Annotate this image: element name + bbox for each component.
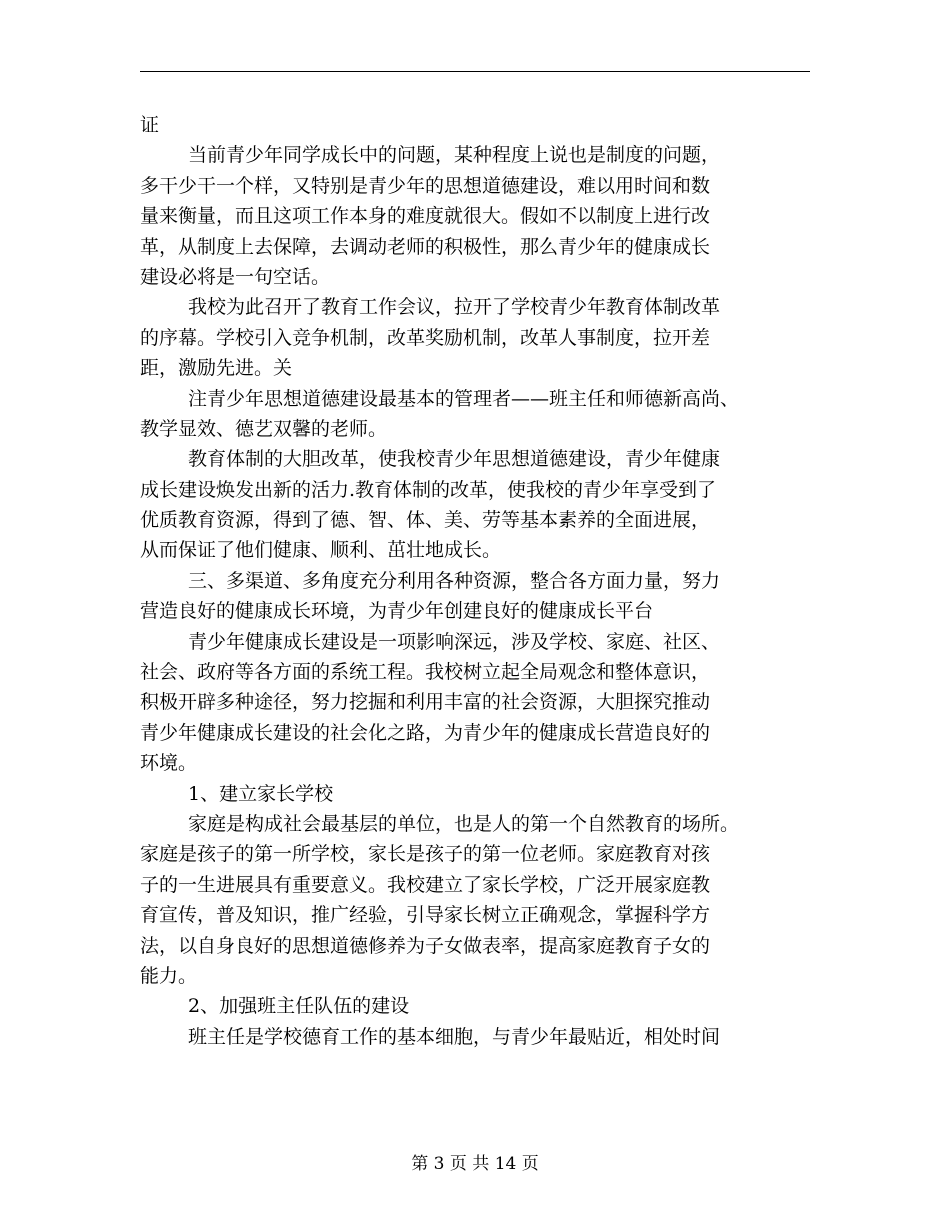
text-line: 青少年健康成长建设的社会化之路，为青少年的健康成长营造良好的 <box>140 721 711 744</box>
text-line: 法，以自身良好的思想道德修养为子女做表率，提高家庭教育子女的 <box>140 934 711 957</box>
text-line: 的序幕。学校引入竞争机制，改革奖励机制，改革人事制度，拉开差 <box>140 326 711 349</box>
text-line: 家庭是孩子的第一所学校，家长是孩子的第一位老师。家庭教育对孩 <box>140 843 711 866</box>
text-line: 1、建立家长学校 <box>188 782 334 805</box>
text-line: 积极开辟多种途径，努力挖掘和利用丰富的社会资源，大胆探究推动 <box>140 691 711 714</box>
text-line: 建设必将是一句空话。 <box>140 265 331 288</box>
text-line: 当前青少年同学成长中的问题，某种程度上说也是制度的问题， <box>188 144 721 167</box>
text-line: 班主任是学校德育工作的基本细胞，与青少年最贴近，相处时间 <box>188 1025 721 1048</box>
text-line: 我校为此召开了教育工作会议，拉开了学校青少年教育体制改革 <box>188 296 721 319</box>
text-line: 量来衡量，而且这项工作本身的难度就很大。假如不以制度上进行改 <box>140 205 711 228</box>
text-line: 教学显效、德艺双馨的老师。 <box>140 417 388 440</box>
text-line: 育宣传，普及知识，推广经验，引导家长树立正确观念，掌握科学方 <box>140 904 711 927</box>
text-line: 2、加强班主任队伍的建设 <box>188 995 410 1018</box>
text-line: 教育体制的大胆改革，使我校青少年思想道德建设，青少年健康 <box>188 448 721 471</box>
text-line: 证 <box>140 114 160 136</box>
body-text <box>140 110 820 1052</box>
text-line: 距，激励先进。关 <box>140 357 293 380</box>
text-line: 从而保证了他们健康、顺利、茁壮地成长。 <box>140 539 502 562</box>
page-number-footer: 第 3 页 共 14 页 <box>411 1154 539 1174</box>
text-line: 家庭是构成社会最基层的单位，也是人的第一个自然教育的场所。 <box>188 812 740 835</box>
text-line: 青少年健康成长建设是一项影响深远，涉及学校、家庭、社区、 <box>188 630 721 653</box>
text-line: 子的一生进展具有重要意义。我校建立了家长学校，广泛开展家庭教 <box>140 873 711 896</box>
text-line: 成长建设焕发出新的活力.教育体制的改革，使我校的青少年享受到了 <box>140 478 717 501</box>
text-line: 营造良好的健康成长环境，为青少年创建良好的健康成长平台 <box>140 600 654 623</box>
text-line: 优质教育资源，得到了德、智、体、美、劳等基本素养的全面进展， <box>140 509 711 532</box>
header-rule <box>140 71 810 72</box>
text-line: 社会、政府等各方面的系统工程。我校树立起全局观念和整体意识， <box>140 661 711 684</box>
text-line: 环境。 <box>140 752 198 775</box>
text-line: 能力。 <box>140 964 198 987</box>
text-line: 革，从制度上去保障，去调动老师的积极性，那么青少年的健康成长 <box>140 235 711 258</box>
text-line: 多干少干一个样，又特别是青少年的思想道德建设，难以用时间和数 <box>140 174 711 197</box>
text-line: 注青少年思想道德建设最基本的管理者——班主任和师德新高尚、 <box>188 387 740 410</box>
text-line: 三、多渠道、多角度充分利用各种资源，整合各方面力量，努力 <box>188 569 721 592</box>
